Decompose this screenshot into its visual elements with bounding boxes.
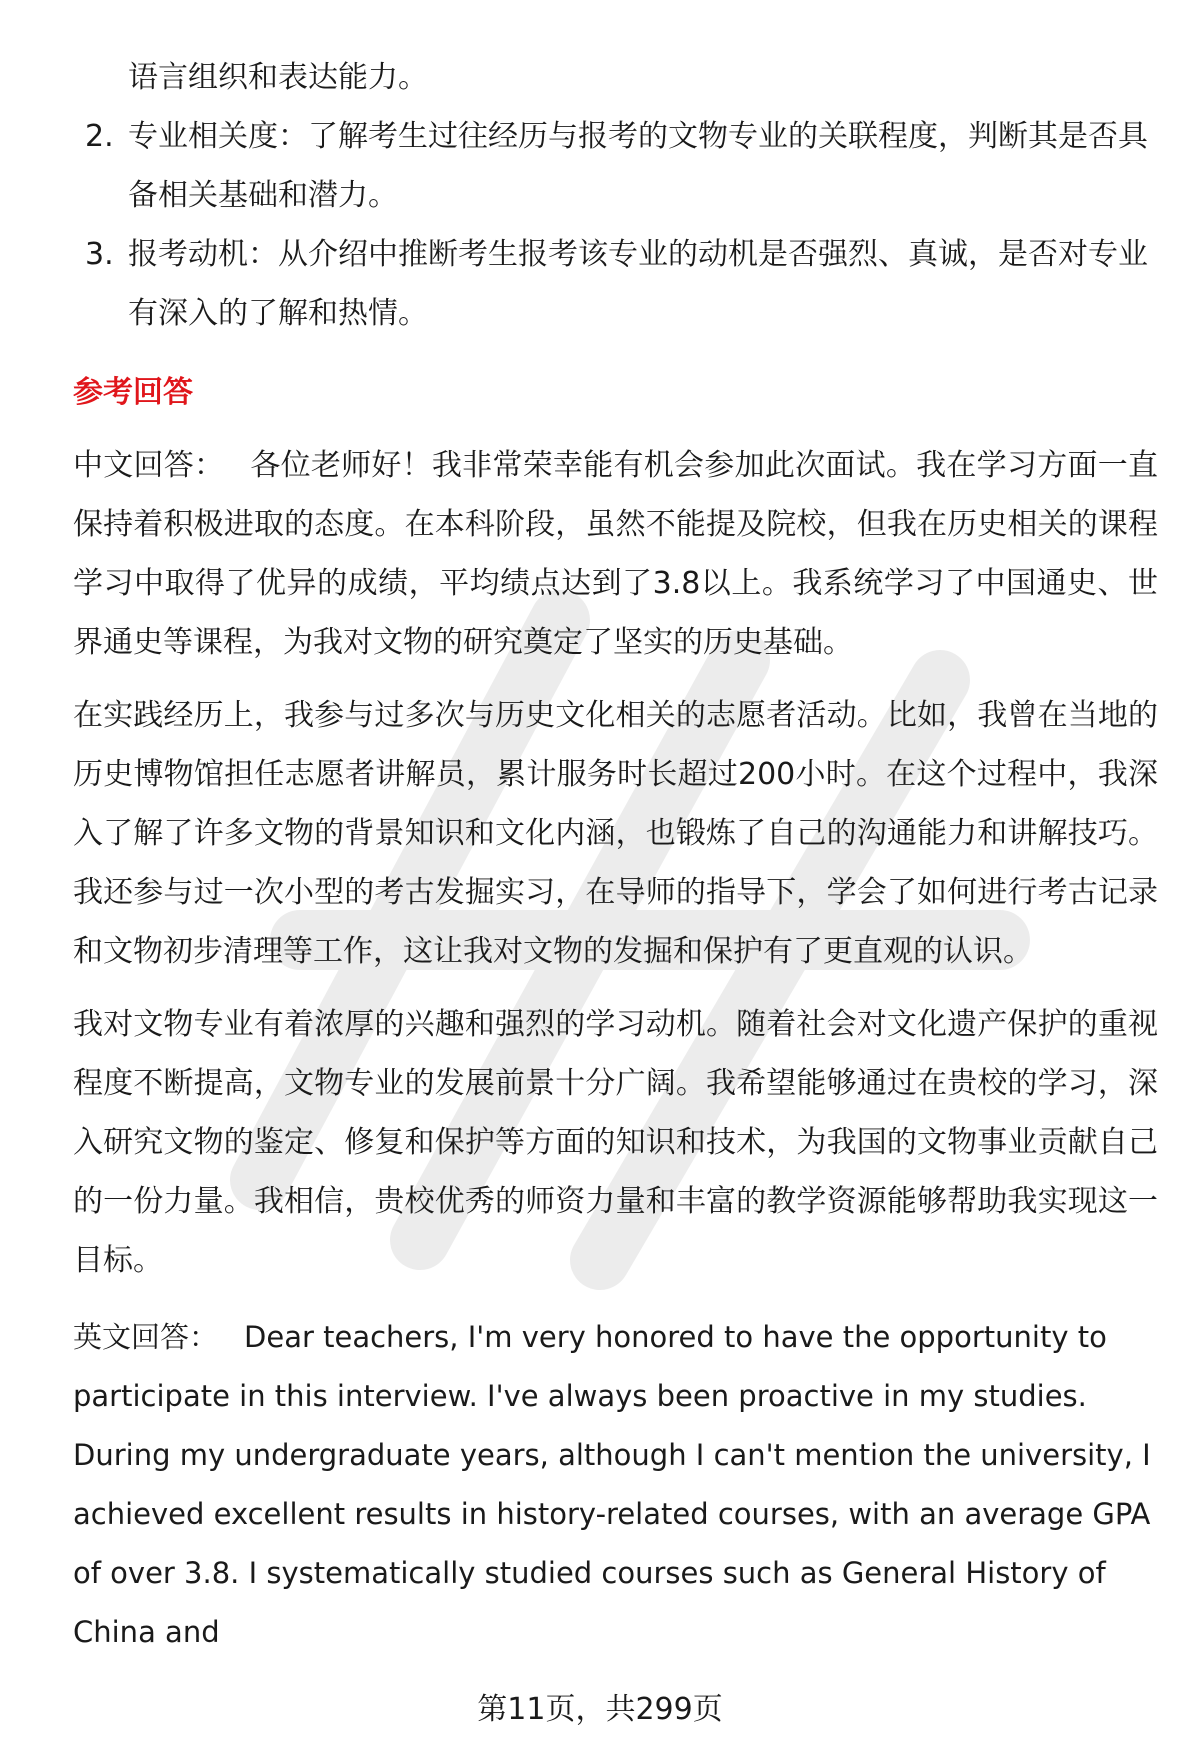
chinese-answer-label: 中文回答：	[73, 448, 225, 483]
list-item-text: 专业相关度：了解考生过往经历与报考的文物专业的关联程度，判断其是否具备相关基础和潜力。	[128, 119, 1148, 213]
list-item-number: 3.	[85, 237, 114, 272]
chinese-answer-text: 各位老师好！我非常荣幸能有机会参加此次面试。我在学习方面一直保持着积极进取的态度。在本科阶段，虽然不能提及院校，但我在历史相关的课程学习中取得了优异的成绩，平均绩点达到了3.8以上。我系统学习了中国通史、世界通史等课程，为我对文物的研究奠定了坚实的历史基础。	[73, 448, 1159, 660]
list-item-number: 2.	[85, 119, 114, 154]
page-content	[73, 48, 1158, 1676]
criteria-list	[73, 107, 1158, 343]
chinese-answer-paragraph	[73, 436, 1158, 672]
english-answer-text: Dear teachers, I'm very honored to have the opportunity to participate in this interview. I've always been proactive in my studies. During my undergraduate years, although I can't mention the university, I achieved excellent results in history-related courses, with an average GPA of over 3.8. I systematically studied courses such as General History of China and	[73, 1320, 1151, 1649]
english-answer-label: 英文回答：	[73, 1320, 219, 1354]
list-item	[73, 225, 1158, 343]
list-item-text: 报考动机：从介绍中推断考生报考该专业的动机是否强烈、真诚，是否对专业有深入的了解和热情。	[128, 237, 1148, 331]
chinese-answer-paragraph: 在实践经历上，我参与过多次与历史文化相关的志愿者活动。比如，我曾在当地的历史博物馆担任志愿者讲解员，累计服务时长超过200小时。在这个过程中，我深入了解了许多文物的背景知识和文化内涵，也锻炼了自己的沟通能力和讲解技巧。我还参与过一次小型的考古发掘实习，在导师的指导下，学会了如何进行考古记录和文物初步清理等工作，这让我对文物的发掘和保护有了更直观的认识。	[73, 698, 1158, 969]
english-answer-paragraph	[73, 1308, 1158, 1662]
page-number: 第11页，共299页	[477, 1692, 723, 1727]
list-item	[73, 107, 1158, 225]
chinese-answer-paragraph: 我对文物专业有着浓厚的兴趣和强烈的学习动机。随着社会对文化遗产保护的重视程度不断提高，文物专业的发展前景十分广阔。我希望能够通过在贵校的学习，深入研究文物的鉴定、修复和保护等方面的知识和技术，为我国的文物事业贡献自己的一份力量。我相信，贵校优秀的师资力量和丰富的教学资源能够帮助我实现这一目标。	[73, 1007, 1158, 1278]
criteria-continuation: 语言组织和表达能力。	[128, 60, 428, 95]
section-heading: 参考回答	[73, 375, 193, 410]
